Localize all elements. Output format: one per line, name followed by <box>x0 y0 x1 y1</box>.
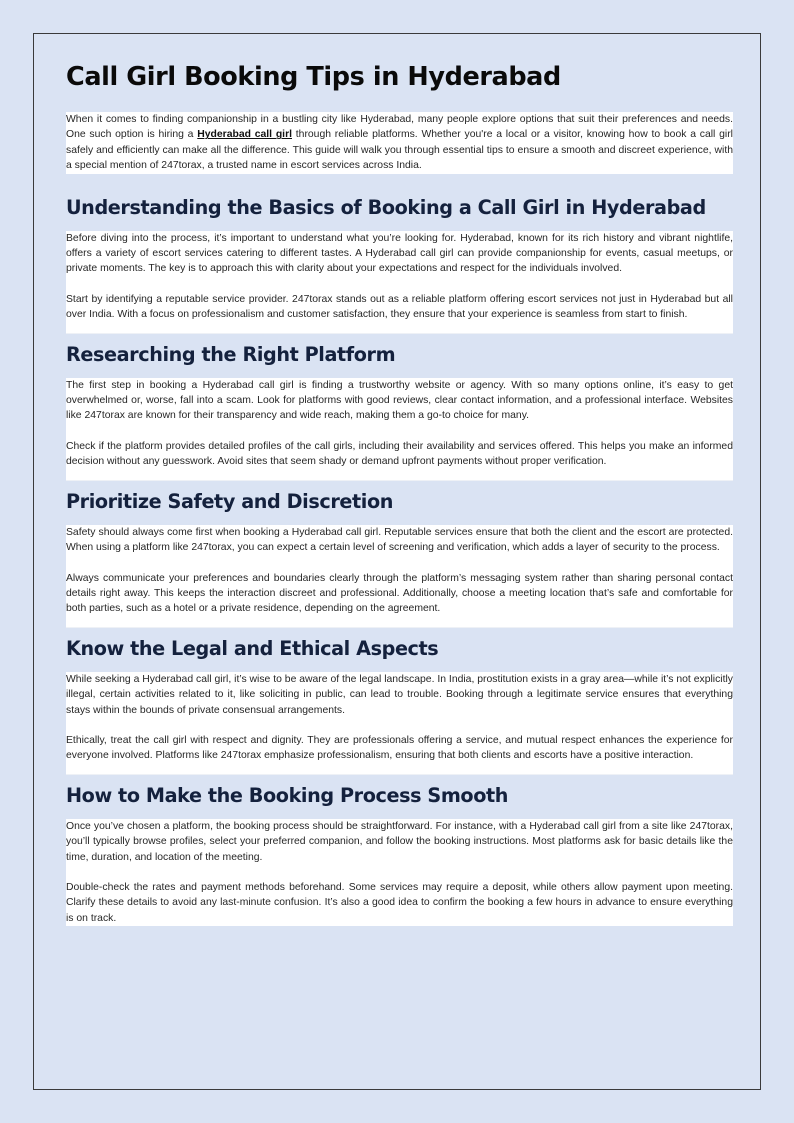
section-heading: Know the Legal and Ethical Aspects <box>66 636 439 660</box>
section-heading: How to Make the Booking Process Smooth <box>66 783 509 807</box>
section-booking-process <box>66 775 733 926</box>
section-basics <box>66 174 733 334</box>
section-paragraph: Once you’ve chosen a platform, the booking process should be straightforward. For instance, with a Hyderabad call girl from a site like 247torax, you’ll typically browse profiles, select your preferred companion, and follow the booking instructions. Most platforms ask for basic details like the time, duration, and location of the meeting. <box>66 819 733 865</box>
section-research <box>66 334 733 481</box>
section-heading: Prioritize Safety and Discretion <box>66 489 394 513</box>
document-content <box>66 50 733 926</box>
section-paragraph: While seeking a Hyderabad call girl, it’s wise to be aware of the legal landscape. In India, prostitution exists in a gray area—while it’s not explicitly illegal, certain activities related to it, like soliciting in public, can lead to trouble. Booking through a legitimate service ensures that everything stays within the bounds of private consensual arrangements. <box>66 672 733 718</box>
intro-paragraph <box>66 112 733 174</box>
section-heading: Understanding the Basics of Booking a Call Girl in Hyderabad <box>66 195 706 219</box>
section-paragraph: The first step in booking a Hyderabad call girl is finding a trustworthy website or agency. With so many options online, it’s easy to get overwhelmed or, worse, fall into a scam. Look for platforms with good reviews, clear contact information, and a professional interface. Websites like 247torax are known for their transparency and wide reach, making them a go-to choice for many. <box>66 378 733 424</box>
section-safety <box>66 481 733 628</box>
page-title: Call Girl Booking Tips in Hyderabad <box>66 62 561 92</box>
section-paragraph: Always communicate your preferences and boundaries clearly through the platform’s messaging system rather than sharing personal contact details right away. This keeps the interaction discreet and professional. Additionally, choose a meeting location that’s safe and comfortable for both parties, such as a hotel or a private residence, depending on the agreement. <box>66 571 733 617</box>
section-legal <box>66 628 733 775</box>
intro-text-before: When it comes to finding companionship in a bustling city like Hyderabad, many people explore options that suit their preferences and needs. One such option is hiring a <box>66 114 733 141</box>
hyderabad-call-girl-link[interactable]: Hyderabad call girl <box>197 129 292 141</box>
section-paragraph: Double-check the rates and payment methods beforehand. Some services may require a deposit, while others allow payment upon meeting. Clarify these details to avoid any last-minute confusion. It’s also a good idea to confirm the booking a few hours in advance to ensure everything is on track. <box>66 880 733 926</box>
section-paragraph: Safety should always come first when booking a Hyderabad call girl. Reputable services ensure that both the client and the escort are protected. When using a platform like 247torax, you can expect a certain level of screening and verification, which adds a layer of security to the process. <box>66 525 733 556</box>
intro-text-after: through reliable platforms. Whether you're a local or a visitor, knowing how to book a call girl safely and efficiently can make all the difference. This guide will walk you through essential tips to ensure a smooth and discreet experience, with a special mention of 247torax, a trusted name in escort services across India. <box>66 129 733 172</box>
section-paragraph: Ethically, treat the call girl with respect and dignity. They are professionals offering a service, and mutual respect enhances the experience for everyone involved. Platforms like 247torax emphasize professionalism, ensuring that both clients and escorts have a positive interaction. <box>66 733 733 764</box>
section-heading: Researching the Right Platform <box>66 342 396 366</box>
section-paragraph: Start by identifying a reputable service provider. 247torax stands out as a reliable platform offering escort services not just in Hyderabad but all over India. With a focus on professionalism and customer satisfaction, they ensure that your experience is seamless from start to finish. <box>66 292 733 323</box>
section-paragraph: Before diving into the process, it’s important to understand what you’re looking for. Hyderabad, known for its rich history and vibrant nightlife, offers a variety of escort services catering to different tastes. A Hyderabad call girl can provide companionship for events, casual meetups, or private moments. The key is to approach this with clarity about your expectations and respect for the individuals involved. <box>66 231 733 277</box>
section-paragraph: Check if the platform provides detailed profiles of the call girls, including their availability and services offered. This helps you make an informed decision without any guesswork. Avoid sites that seem shady or demand upfront payments without proper verification. <box>66 439 733 470</box>
